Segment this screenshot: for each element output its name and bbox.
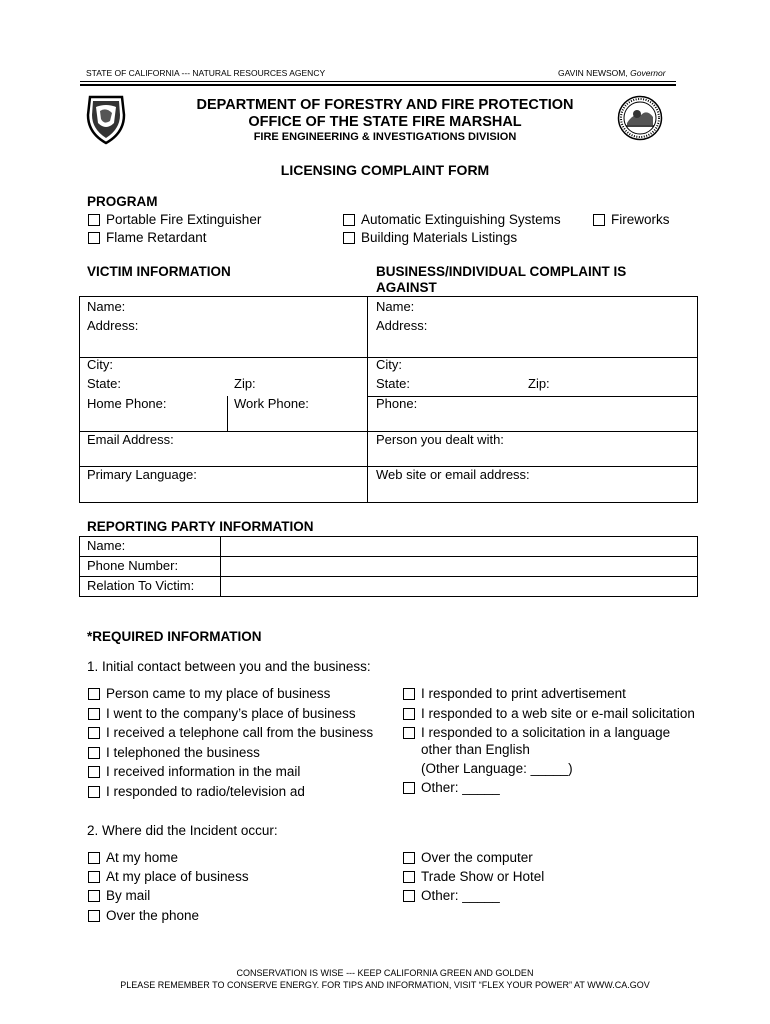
checkbox-contact-option[interactable]	[88, 727, 100, 739]
checkbox-print-ad[interactable]	[403, 688, 415, 700]
checkbox-web-solicitation[interactable]	[403, 708, 415, 720]
business-person-field[interactable]: Person you dealt with:	[376, 432, 504, 447]
checkbox-other-language[interactable]	[403, 727, 415, 739]
option-label: I received a telephone call from the business	[106, 725, 374, 740]
option-label: I received information in the mail	[106, 764, 301, 779]
checkbox-automatic-extinguishing[interactable]	[343, 214, 355, 226]
option-label: I went to the company’s place of business	[106, 706, 356, 721]
option-label: Trade Show or Hotel	[421, 869, 545, 884]
question-2: 2. Where did the Incident occur:	[87, 823, 278, 838]
reporting-name-input[interactable]	[221, 537, 697, 556]
checkbox-incident-other[interactable]	[403, 890, 415, 902]
option-label: By mail	[106, 888, 151, 903]
header-rule-thick	[80, 84, 676, 86]
victim-language-field[interactable]: Primary Language:	[87, 467, 197, 482]
reporting-relation-label: Relation To Victim:	[87, 578, 195, 593]
checkbox-incident-location[interactable]	[403, 871, 415, 883]
table-divider	[367, 296, 368, 503]
reporting-phone-label: Phone Number:	[87, 558, 179, 573]
victim-city-field[interactable]: City:	[87, 357, 113, 372]
option-label: Over the computer	[421, 850, 533, 865]
table-divider	[227, 396, 228, 431]
checkbox-incident-location[interactable]	[88, 910, 100, 922]
victim-heading: VICTIM INFORMATION	[87, 264, 231, 279]
checkbox-contact-option[interactable]	[88, 766, 100, 778]
business-phone-field[interactable]: Phone:	[376, 396, 418, 411]
required-heading: *REQUIRED INFORMATION	[87, 629, 262, 644]
business-heading: BUSINESS/INDIVIDUAL COMPLAINT IS	[376, 264, 627, 279]
business-heading-2: AGAINST	[376, 280, 437, 295]
checkbox-incident-location[interactable]	[88, 890, 100, 902]
checkbox-flame-retardant[interactable]	[88, 232, 100, 244]
reporting-relation-input[interactable]	[221, 577, 697, 596]
checkbox-contact-option[interactable]	[88, 747, 100, 759]
office-title: OFFICE OF THE STATE FIRE MARSHAL	[248, 114, 522, 130]
option-label: I responded to a solicitation in a language	[421, 725, 671, 740]
option-label: other than English	[421, 742, 530, 757]
checkbox-contact-option[interactable]	[88, 708, 100, 720]
option-label: I telephoned the business	[106, 745, 260, 760]
checkbox-contact-option[interactable]	[88, 786, 100, 798]
option-label: Building Materials Listings	[361, 230, 518, 245]
footer-line-2: PLEASE REMEMBER TO CONSERVE ENERGY. FOR TIPS AND INFORMATION, VISIT “FLEX YOUR POWER” AT WWW.CA.GOV	[120, 980, 650, 990]
option-label: Portable Fire Extinguisher	[106, 212, 262, 227]
checkbox-fireworks[interactable]	[593, 214, 605, 226]
checkbox-contact-option[interactable]	[88, 688, 100, 700]
option-label: Over the phone	[106, 908, 200, 923]
business-address-field[interactable]: Address:	[376, 318, 428, 333]
victim-home-phone-field[interactable]: Home Phone:	[87, 396, 167, 411]
option-label: At my place of business	[106, 869, 249, 884]
question-1: 1. Initial contact between you and the business:	[87, 659, 371, 674]
option-label: At my home	[106, 850, 179, 865]
business-city-field[interactable]: City:	[376, 357, 402, 372]
checkbox-incident-location[interactable]	[88, 871, 100, 883]
form-title: LICENSING COMPLAINT FORM	[280, 162, 490, 178]
victim-state-field[interactable]: State:	[87, 376, 121, 391]
option-label: Other: _____	[421, 780, 500, 795]
checkbox-incident-location[interactable]	[88, 852, 100, 864]
cal-fire-logo	[84, 93, 128, 145]
checkbox-contact-other[interactable]	[403, 782, 415, 794]
business-name-field[interactable]: Name:	[376, 299, 415, 314]
option-label: Automatic Extinguishing Systems	[361, 212, 561, 227]
footer-line-1: CONSERVATION IS WISE --- KEEP CALIFORNIA GREEN AND GOLDEN	[236, 968, 534, 978]
victim-email-field[interactable]: Email Address:	[87, 432, 174, 447]
option-label: I responded to print advertisement	[421, 686, 626, 701]
business-zip-field[interactable]: Zip:	[528, 376, 550, 391]
checkbox-building-materials[interactable]	[343, 232, 355, 244]
checkbox-portable-extinguisher[interactable]	[88, 214, 100, 226]
option-label: I responded to radio/television ad	[106, 784, 305, 799]
victim-address-field[interactable]: Address:	[87, 318, 139, 333]
checkbox-incident-location[interactable]	[403, 852, 415, 864]
other-language-field[interactable]: (Other Language: _____)	[421, 761, 573, 776]
victim-name-field[interactable]: Name:	[87, 299, 126, 314]
business-website-field[interactable]: Web site or email address:	[376, 467, 530, 482]
option-label: Fireworks	[611, 212, 670, 227]
reporting-heading: REPORTING PARTY INFORMATION	[87, 519, 314, 534]
program-heading: PROGRAM	[87, 194, 158, 209]
reporting-name-label: Name:	[87, 538, 126, 553]
option-label: I responded to a web site or e-mail solicitation	[421, 706, 695, 721]
governor-text: GAVIN NEWSOM, Governor	[558, 68, 666, 78]
reporting-phone-input[interactable]	[221, 557, 697, 576]
option-label: Flame Retardant	[106, 230, 207, 245]
header-rule	[80, 81, 676, 82]
division-title: FIRE ENGINEERING & INVESTIGATIONS DIVISION	[253, 131, 517, 143]
agency-text: STATE OF CALIFORNIA --- NATURAL RESOURCES AGENCY	[86, 68, 326, 78]
department-title: DEPARTMENT OF FORESTRY AND FIRE PROTECTION	[196, 97, 574, 113]
option-label: Person came to my place of business	[106, 686, 331, 701]
victim-zip-field[interactable]: Zip:	[234, 376, 256, 391]
victim-work-phone-field[interactable]: Work Phone:	[234, 396, 309, 411]
business-state-field[interactable]: State:	[376, 376, 410, 391]
option-label: Other: _____	[421, 888, 500, 903]
